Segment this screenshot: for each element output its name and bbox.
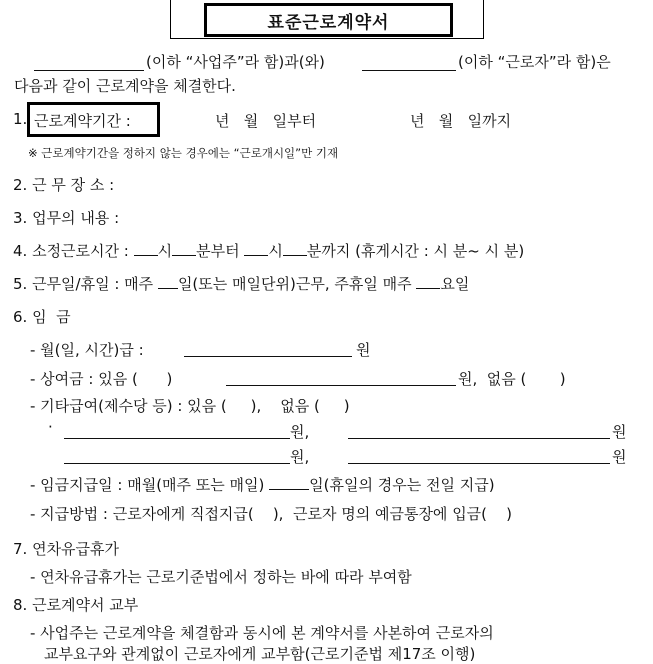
intro-worker-suffix: (이하 “근로자”라 함)은	[458, 53, 611, 71]
payday-row	[30, 474, 495, 495]
item1-to: 년 월 일까지	[410, 112, 512, 130]
item1-note: ※ 근로계약기간을 정하지 않는 경우에는 “근로개시일”만 기재	[28, 146, 339, 160]
monthly-wage-blank[interactable]	[184, 356, 352, 357]
intro-employer-suffix: (이하 “사업주”라 함)과(와)	[146, 53, 325, 71]
item1-label: 근로계약기간 :	[34, 112, 131, 130]
allowance-row1-left-unit: 원,	[290, 423, 310, 441]
item6-heading: 6. 임 금	[13, 308, 71, 326]
item5-workdays	[13, 273, 469, 294]
start-minute-blank[interactable]	[172, 255, 196, 256]
document-title: 표준근로계약서	[204, 3, 453, 37]
bonus-amount-blank[interactable]	[226, 385, 456, 386]
item2-workplace: 2. 근 무 장 소 :	[13, 176, 115, 194]
worker-name-blank[interactable]	[362, 70, 456, 71]
bonus-label: - 상여금 : 있음 ( )	[30, 370, 173, 388]
end-minute-blank[interactable]	[283, 255, 307, 256]
end-hour-blank[interactable]	[244, 255, 268, 256]
employer-name-blank[interactable]	[34, 70, 144, 71]
item4-working-hours	[13, 240, 524, 261]
payday-blank[interactable]	[269, 489, 309, 490]
item7-text: - 연차유급휴가는 근로기준법에서 정하는 바에 따라 부여함	[30, 568, 412, 586]
item5-c: 요일	[440, 275, 470, 293]
monthly-wage-unit: 원	[356, 341, 371, 359]
allowance-row1-right-blank[interactable]	[348, 438, 610, 439]
item4-d: 시	[268, 242, 283, 260]
item4-c: 분부터	[196, 242, 245, 260]
item4-a: 4. 소정근로시간 :	[13, 242, 134, 260]
item5-b: 일(또는 매일단위)근무, 주휴일 매주	[177, 275, 417, 293]
allowance-row2-right-unit: 원	[612, 448, 627, 466]
item4-b: 시	[157, 242, 173, 260]
item8-line2: 교부요구와 관계없이 근로자에게 교부함(근로기준법 제17조 이행)	[44, 645, 476, 663]
item8-line1: - 사업주는 근로계약을 체결함과 동시에 본 계약서를 사본하여 근로자의	[30, 624, 494, 642]
allowance-bullet-dot: ·	[48, 418, 53, 436]
payday-a: - 임금지급일 : 매월(매주 또는 매일)	[30, 476, 265, 494]
allowance-row2-left-unit: 원,	[290, 448, 310, 466]
item3-job-description: 3. 업무의 내용 :	[13, 209, 120, 227]
item8-heading: 8. 근로계약서 교부	[13, 596, 139, 614]
allowance-row2-right-blank[interactable]	[348, 463, 610, 464]
holiday-blank[interactable]	[416, 288, 440, 289]
intro-line2: 다음과 같이 근로계약을 체결한다.	[14, 77, 236, 95]
bonus-tail: 원, 없음 ( )	[458, 370, 566, 388]
item7-heading: 7. 연차유급휴가	[13, 540, 120, 558]
monthly-wage-label: - 월(일, 시간)급 :	[30, 341, 144, 359]
item4-e: 분까지 (휴게시간 : 시 분~ 시 분)	[306, 242, 525, 260]
allowance-row1-left-blank[interactable]	[64, 438, 290, 439]
payment-method-row: - 지급방법 : 근로자에게 직접지급( ), 근로자 명의 예금통장에 입금( )	[30, 505, 512, 523]
allowance-row1-right-unit: 원	[612, 423, 627, 441]
item1-number: 1.	[13, 110, 28, 128]
allowance-row2-left-blank[interactable]	[64, 463, 290, 464]
start-hour-blank[interactable]	[134, 255, 158, 256]
workdays-blank[interactable]	[158, 288, 178, 289]
payday-b: 일(휴일의 경우는 전일 지급)	[309, 476, 495, 494]
item1-from: 년 월 일부터	[215, 112, 317, 130]
other-allowance-label: - 기타급여(제수당 등) : 있음 ( ), 없음 ( )	[30, 397, 350, 415]
item5-a: 5. 근무일/휴일 : 매주	[13, 275, 158, 293]
